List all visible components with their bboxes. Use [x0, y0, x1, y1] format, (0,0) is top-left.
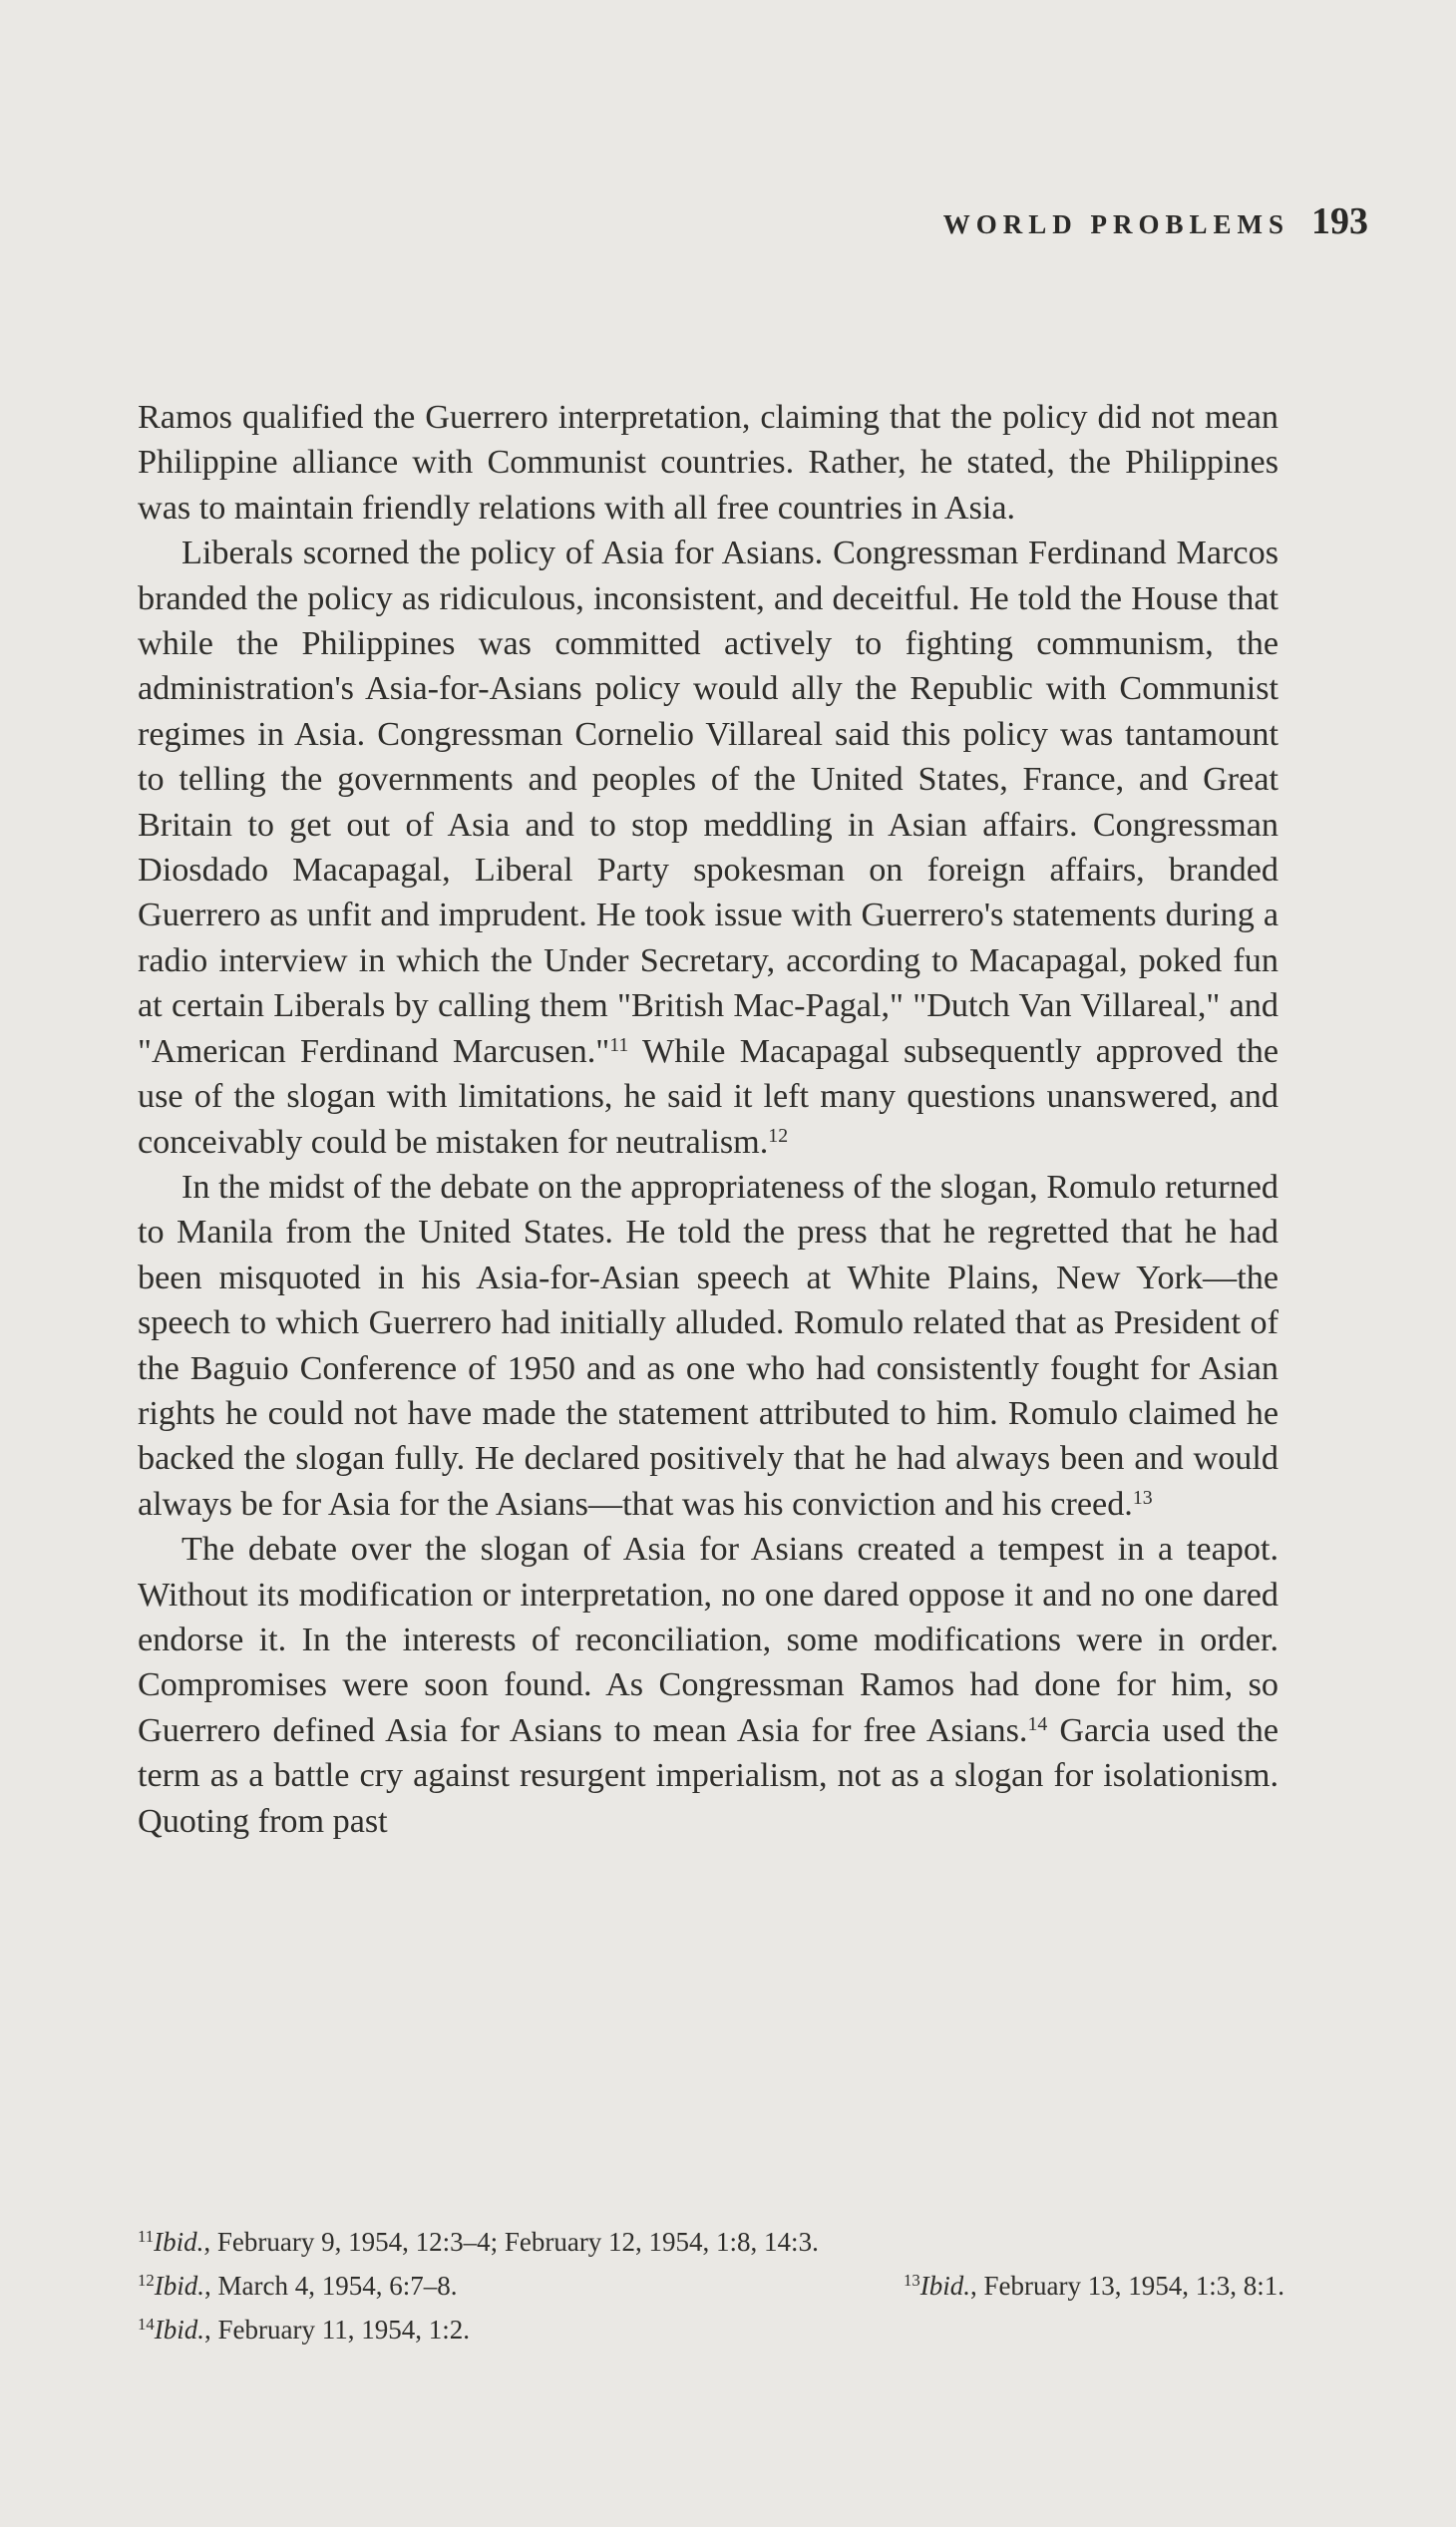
- text-run: The debate over the slogan of Asia for Asians created a tempest in a teapot. Without its modification or interpretation, no one dared oppose it and no one dared endorse it. In the interests of reconciliation, some modifications were in order. Compromises were soon found. As Congressman Ramos had done for him, so Guerrero defined Asia for Asians to mean Asia for free Asians.: [138, 1531, 1278, 1749]
- footnote: [904, 2264, 1284, 2308]
- footnote-mark: 12: [138, 2270, 155, 2290]
- running-title: WORLD PROBLEMS: [942, 209, 1289, 239]
- body-text: [138, 395, 1278, 1844]
- footnote-reference: 14: [1027, 1712, 1048, 1735]
- footnote-reference: 12: [768, 1124, 789, 1147]
- footnote-reference: 13: [1132, 1486, 1153, 1509]
- text-run: Garcia used the term as a battle cry against resurgent imperialism, not as a slogan for isolationism. Quoting from past: [138, 1711, 1278, 1840]
- footnote-ibid: Ibid.: [154, 2315, 204, 2345]
- footnote-row: [138, 2220, 1284, 2264]
- footnote-mark: 14: [138, 2314, 155, 2334]
- footnote-row: [138, 2264, 1284, 2308]
- text-run: While Macapagal subsequently approved the use of the slogan with limitations, he said it left many questions unanswered, and conceivably could be mistaken for neutralism.: [138, 1032, 1278, 1161]
- footnote-reference: 11: [609, 1033, 629, 1056]
- running-head: [943, 199, 1368, 243]
- footnote-text: , March 4, 1954, 6:7–8.: [203, 2271, 458, 2301]
- footnote-text: , February 9, 1954, 12:3–4; February 12, 1954, 1:8, 14:3.: [203, 2227, 819, 2257]
- footnote: [138, 2308, 470, 2351]
- text-run: In the midst of the debate on the appropriateness of the slogan, Romulo returned to Manila from the United States. He told the press that he regretted that he had been misquoted in his Asia-for-Asian speech at White Plains, New York—the speech to which Guerrero had initially alluded. Romulo related that as President of the Baguio Conference of 1950 and as one who had consistently fought for Asian rights he could not have made the statement attributed to him. Romulo claimed he backed the slogan fully. He declared positively that he had always been and would always be for Asia for the Asians—that was his conviction and his creed.: [138, 1168, 1278, 1523]
- paragraph: [138, 1527, 1278, 1844]
- paragraph: [138, 1165, 1278, 1527]
- footnote-row: [138, 2308, 1284, 2351]
- footnote-ibid: Ibid.: [919, 2271, 971, 2301]
- text-run: Liberals scorned the policy of Asia for Asians. Congressman Ferdinand Marcos branded the policy as ridiculous, inconsistent, and deceitful. He told the House that while the Philippines was committed actively to fighting communism, the administration's Asia-for-Asians policy would ally the Republic with Communist regimes in Asia. Congressman Cornelio Villareal said this policy was tantamount to telling the governments and peoples of the United States, France, and Great Britain to get out of Asia and to stop meddling in Asian affairs. Congressman Diosdado Macapagal, Liberal Party spokesman on foreign affairs, branded Guerrero as unfit and imprudent. He took issue with Guerrero's statements during a radio interview in which the Under Secretary, according to Macapagal, poked fun at certain Liberals by calling them "British Mac-Pagal," "Dutch Van Villareal," and "American Ferdinand Marcusen.": [138, 535, 1278, 1070]
- text-run: Ramos qualified the Guerrero interpretation, claiming that the policy did not mean Philippine alliance with Communist countries. Rather, he stated, the Philippines was to maintain friendly relations with all free countries in Asia.: [138, 399, 1278, 527]
- footnote-mark: 11: [138, 2226, 155, 2246]
- footnote-text: , February 11, 1954, 1:2.: [203, 2315, 470, 2345]
- footnote-ibid: Ibid.: [154, 2271, 204, 2301]
- footnote: [138, 2264, 457, 2308]
- footnote-mark: 13: [904, 2270, 920, 2290]
- page-number: 193: [1311, 200, 1368, 242]
- footnote-text: , February 13, 1954, 1:3, 8:1.: [970, 2271, 1284, 2301]
- paragraph: [138, 531, 1278, 1165]
- footnote: [138, 2220, 819, 2264]
- paragraph: [138, 395, 1278, 531]
- footnote-ibid: Ibid.: [154, 2227, 204, 2257]
- footnotes: [138, 2220, 1284, 2351]
